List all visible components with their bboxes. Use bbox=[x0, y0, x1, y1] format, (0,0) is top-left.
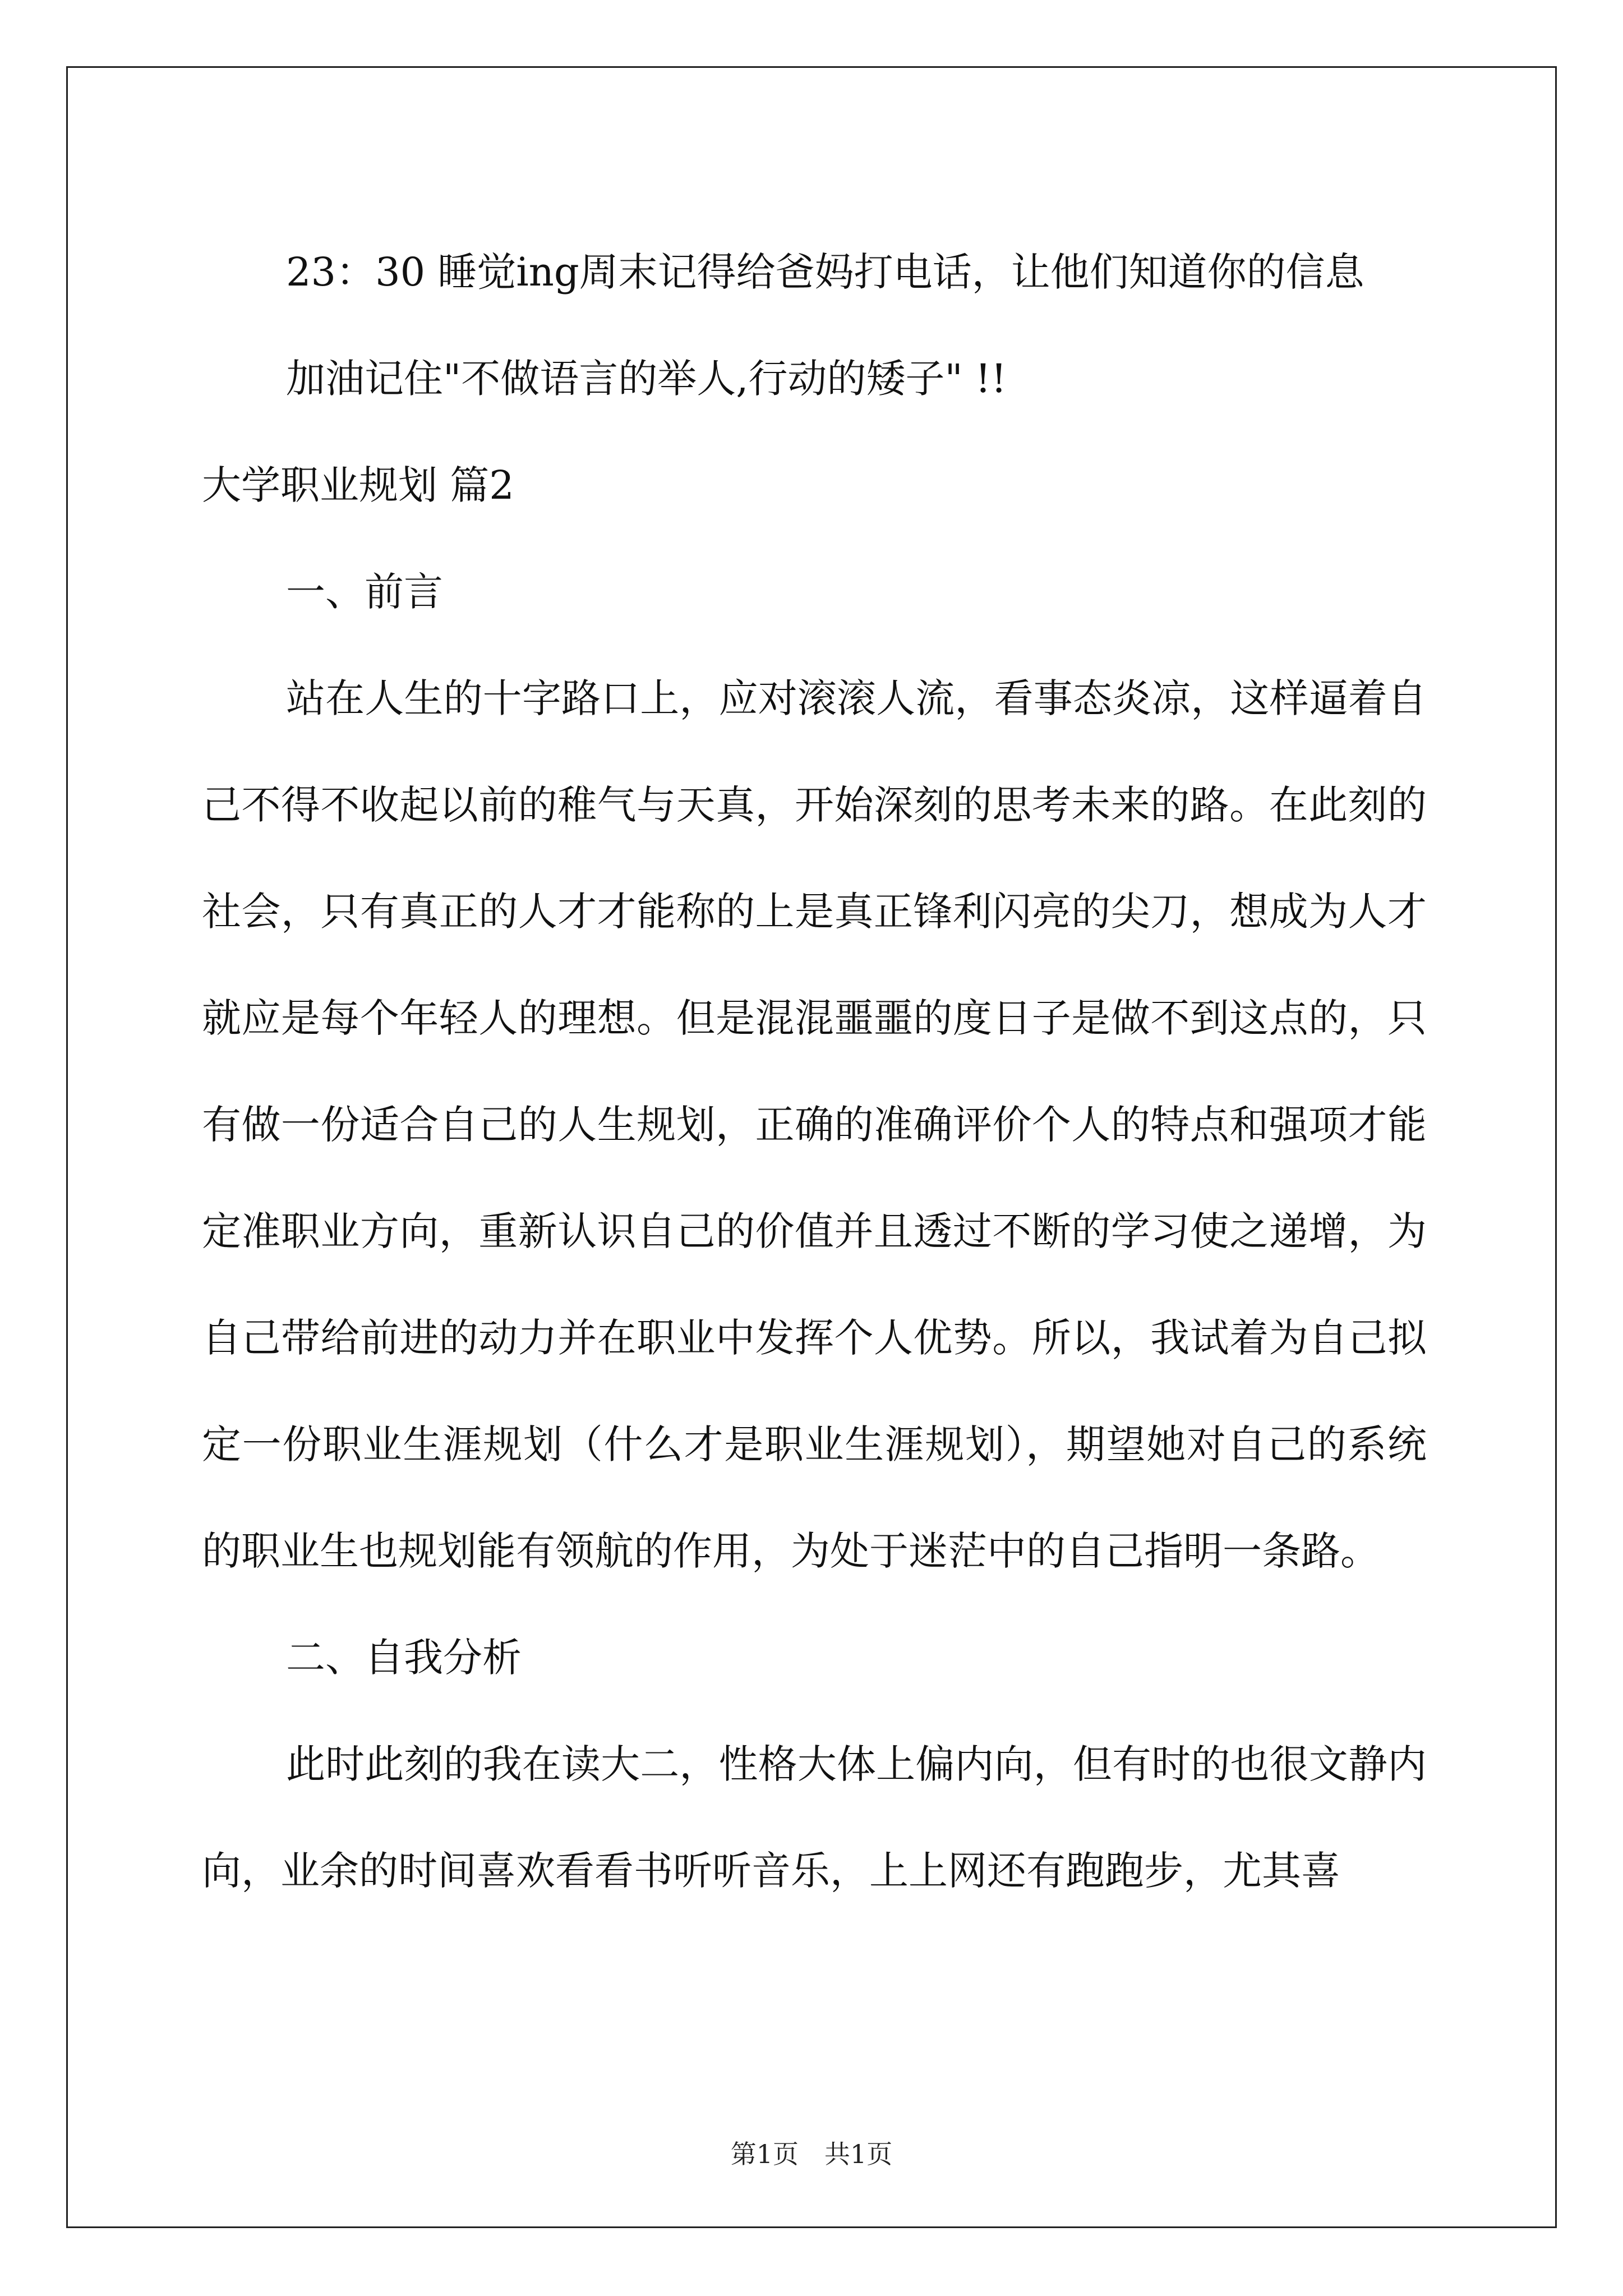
subheading-self-analysis: 二、自我分析 bbox=[286, 1635, 522, 1681]
paragraph-motto: 加油记住"不做语言的举人,行动的矮子" !! bbox=[286, 356, 1007, 402]
paragraph-schedule: 23：30 睡觉ing周末记得给爸妈打电话，让他们知道你的信息 bbox=[286, 249, 1364, 295]
page-footer: 第1页 共1页 bbox=[730, 2139, 893, 2169]
paragraph-preface-body: 站在人生的十字路口上，应对滚滚人流，看事态炎凉，这样逼着自己不得不收起以前的稚气与天真，开始深刻的思考未来的路。在此刻的社会，只有真正的人才才能称的上是真正锋利闪亮的尖刀，想成为人才就应是每个年轻人的理想。但是混混噩噩的度日子是做不到这点的，只有做一份适合自己的人生规划，正确的准确评价个人的特点和强项才能定准职业方向，重新认识自己的价值并且透过不断的学习使之递增，为自己带给前进的动力并在职业中发挥个人优势。所以，我试着为自己拟定一份职业生涯规划（什么才是职业生涯规划），期望她对自己的系统的职业生也规划能有领航的作用，为处于迷茫中的自己指明一条路。 bbox=[202, 675, 1427, 1574]
section-title: 大学职业规划 篇2 bbox=[202, 462, 514, 508]
document-body bbox=[202, 219, 1427, 1924]
paragraph-self-analysis-body: 此时此刻的我在读大二，性格大体上偏内向，但有时的也很文静内向，业余的时间喜欢看看书听听音乐，上上网还有跑跑步，尤其喜 bbox=[202, 1741, 1427, 1894]
subheading-preface: 一、前言 bbox=[286, 569, 443, 615]
